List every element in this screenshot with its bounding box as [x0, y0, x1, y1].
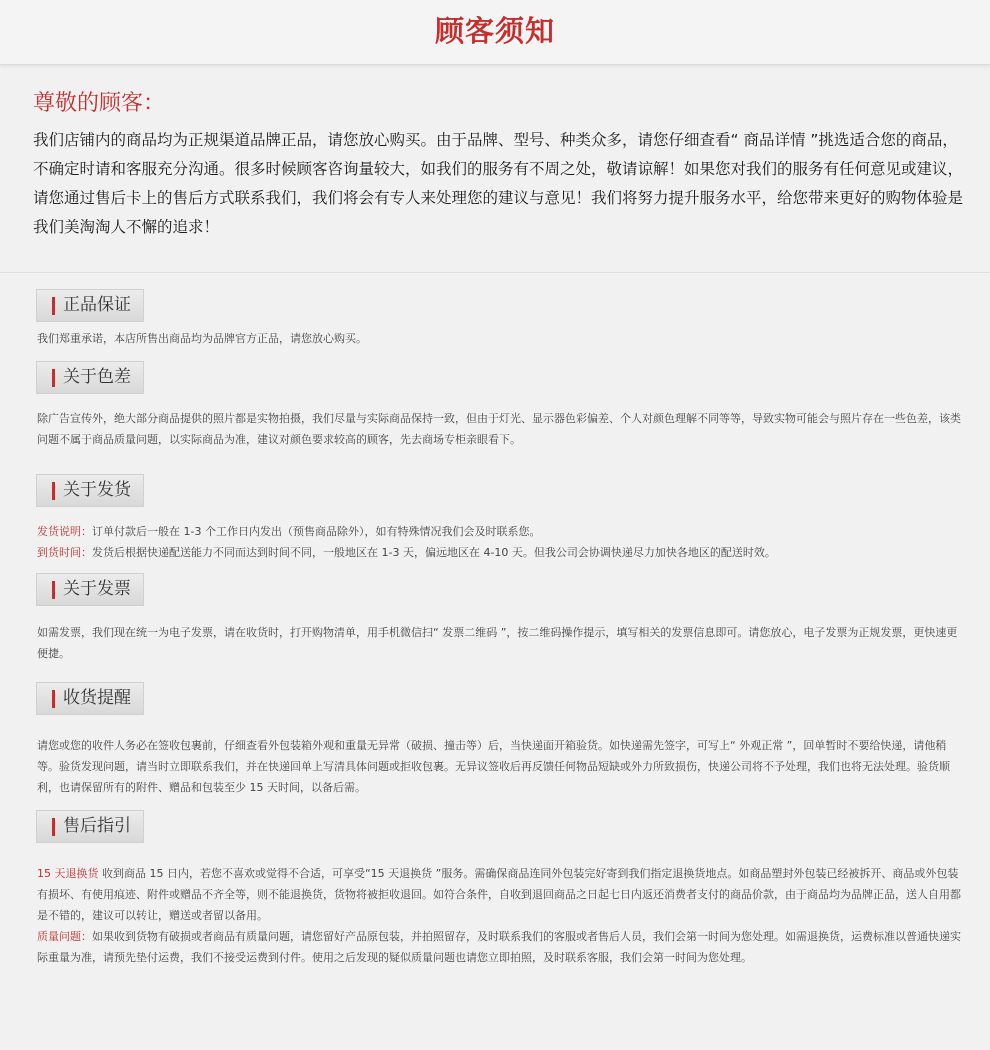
- section-invoice: [36, 573, 962, 664]
- section-authenticity: [36, 289, 962, 349]
- greeting: 尊敬的顾客：: [33, 91, 166, 116]
- section-title: 收货提醒: [36, 682, 144, 715]
- section-title: 关于色差: [36, 361, 144, 394]
- section-color-difference: [36, 361, 962, 450]
- divider: [0, 272, 990, 273]
- section-shipping: [36, 474, 962, 563]
- label-delivery-time: 到货时间：: [37, 546, 92, 559]
- section-text: 除广告宣传外，绝大部分商品提供的照片都是实物拍摄，我们尽量与实际商品保持一致，但由于灯光、显示器色彩偏差、个人对颜色理解不同等等，导致实物可能会与照片存在一些色差，该类问题不属于商品质量问题，以实际商品为准，建议对颜色要求较高的顾客，先去商场专柜亲眼看下。: [37, 412, 961, 446]
- section-receipt-reminder: [36, 682, 962, 798]
- label-quality-issue: 质量问题：: [37, 930, 92, 943]
- label-shipping-note: 发货说明：: [37, 525, 92, 538]
- section-title: 正品保证: [36, 289, 144, 322]
- section-after-sales: [36, 810, 962, 968]
- section-title: 关于发票: [36, 573, 144, 606]
- header-banner: [0, 0, 990, 65]
- page-title: 顾客须知: [434, 14, 555, 48]
- intro-text: 我们店铺内的商品均为正规渠道品牌正品，请您放心购买。由于品牌、型号、种类众多，请您仔细查看“ 商品详情 ”挑选适合您的商品，不确定时请和客服充分沟通。很多时候顾客咨询量较大，如我们的服务有不周之处，敬请谅解！如果您对我们的服务有任何意见或建议，请您通过售后卡上的售后方式联系我们，我们将会有专人来处理您的建议与意见！我们将努力提升服务水平，给您带来更好的购物体验是我们美淘淘人不懈的追求！: [33, 131, 964, 236]
- shipping-note: 发货说明：订单付款后一般在 1-3 个工作日内发出（预售商品除外），如有特殊情况我们会及时联系您。: [37, 525, 541, 538]
- section-title: 售后指引: [36, 810, 144, 843]
- delivery-time: 到货时间：发货后根据快递配送能力不同而达到时间不同，一般地区在 1-3 天，偏远地区在 4-10 天。但我公司会协调快递尽力加快各地区的配送时效。: [37, 546, 776, 559]
- label-return-policy: 15 天退换货: [37, 867, 99, 880]
- return-policy: 15 天退换货 收到商品 15 日内，若您不喜欢或觉得不合适，可享受“15 天退换货 ”服务。需确保商品连同外包装完好寄到我们指定退换货地点。如商品塑封外包装已经被拆开、商品或外包装有损坏、有使用痕迹、附件或赠品不齐全等，则不能退换货，货物将被拒收退回。如符合条件，自收到退回商品之日起七日内返还消费者支付的商品价款，由于商品均为品牌正品，送人自用都是不错的，建议可以转让，赠送或者留以备用。: [37, 867, 961, 922]
- quality-issue: 质量问题：如果收到货物有破损或者商品有质量问题，请您留好产品原包装，并拍照留存，及时联系我们的客服或者售后人员，我们会第一时间为您处理。如需退换货，运费标准以普通快递实际重量为准，请预先垫付运费，我们不接受运费到付件。使用之后发现的疑似质量问题也请您立即拍照，及时联系客服，我们会第一时间为您处理。: [37, 930, 961, 964]
- section-text: 请您或您的收件人务必在签收包裹前，仔细查看外包装箱外观和重量无异常（破损、撞击等）后，当快递面开箱验货。如快递需先签字，可写上“ 外观正常 ”，回单暂时不要给快递，请他稍等。验货发现问题，请当时立即联系我们，并在快递回单上写清具体问题或拒收包裹。无异议签收后再反馈任何物品短缺或外力所致损伤，快递公司将不予处理，我们也将无法处理。验货顺利，也请保留所有的附件、赠品和包装至少 15 天时间，以备后需。: [37, 739, 950, 794]
- section-title: 关于发货: [36, 474, 144, 507]
- section-text: 如需发票，我们现在统一为电子发票，请在收货时，打开购物清单，用手机微信扫“ 发票二维码 ”，按二维码操作提示，填写相关的发票信息即可。请您放心，电子发票为正规发票，更快速更便捷。: [37, 626, 958, 660]
- section-text: 我们郑重承诺，本店所售出商品均为品牌官方正品，请您放心购买。: [37, 332, 367, 345]
- intro-block: [33, 88, 963, 242]
